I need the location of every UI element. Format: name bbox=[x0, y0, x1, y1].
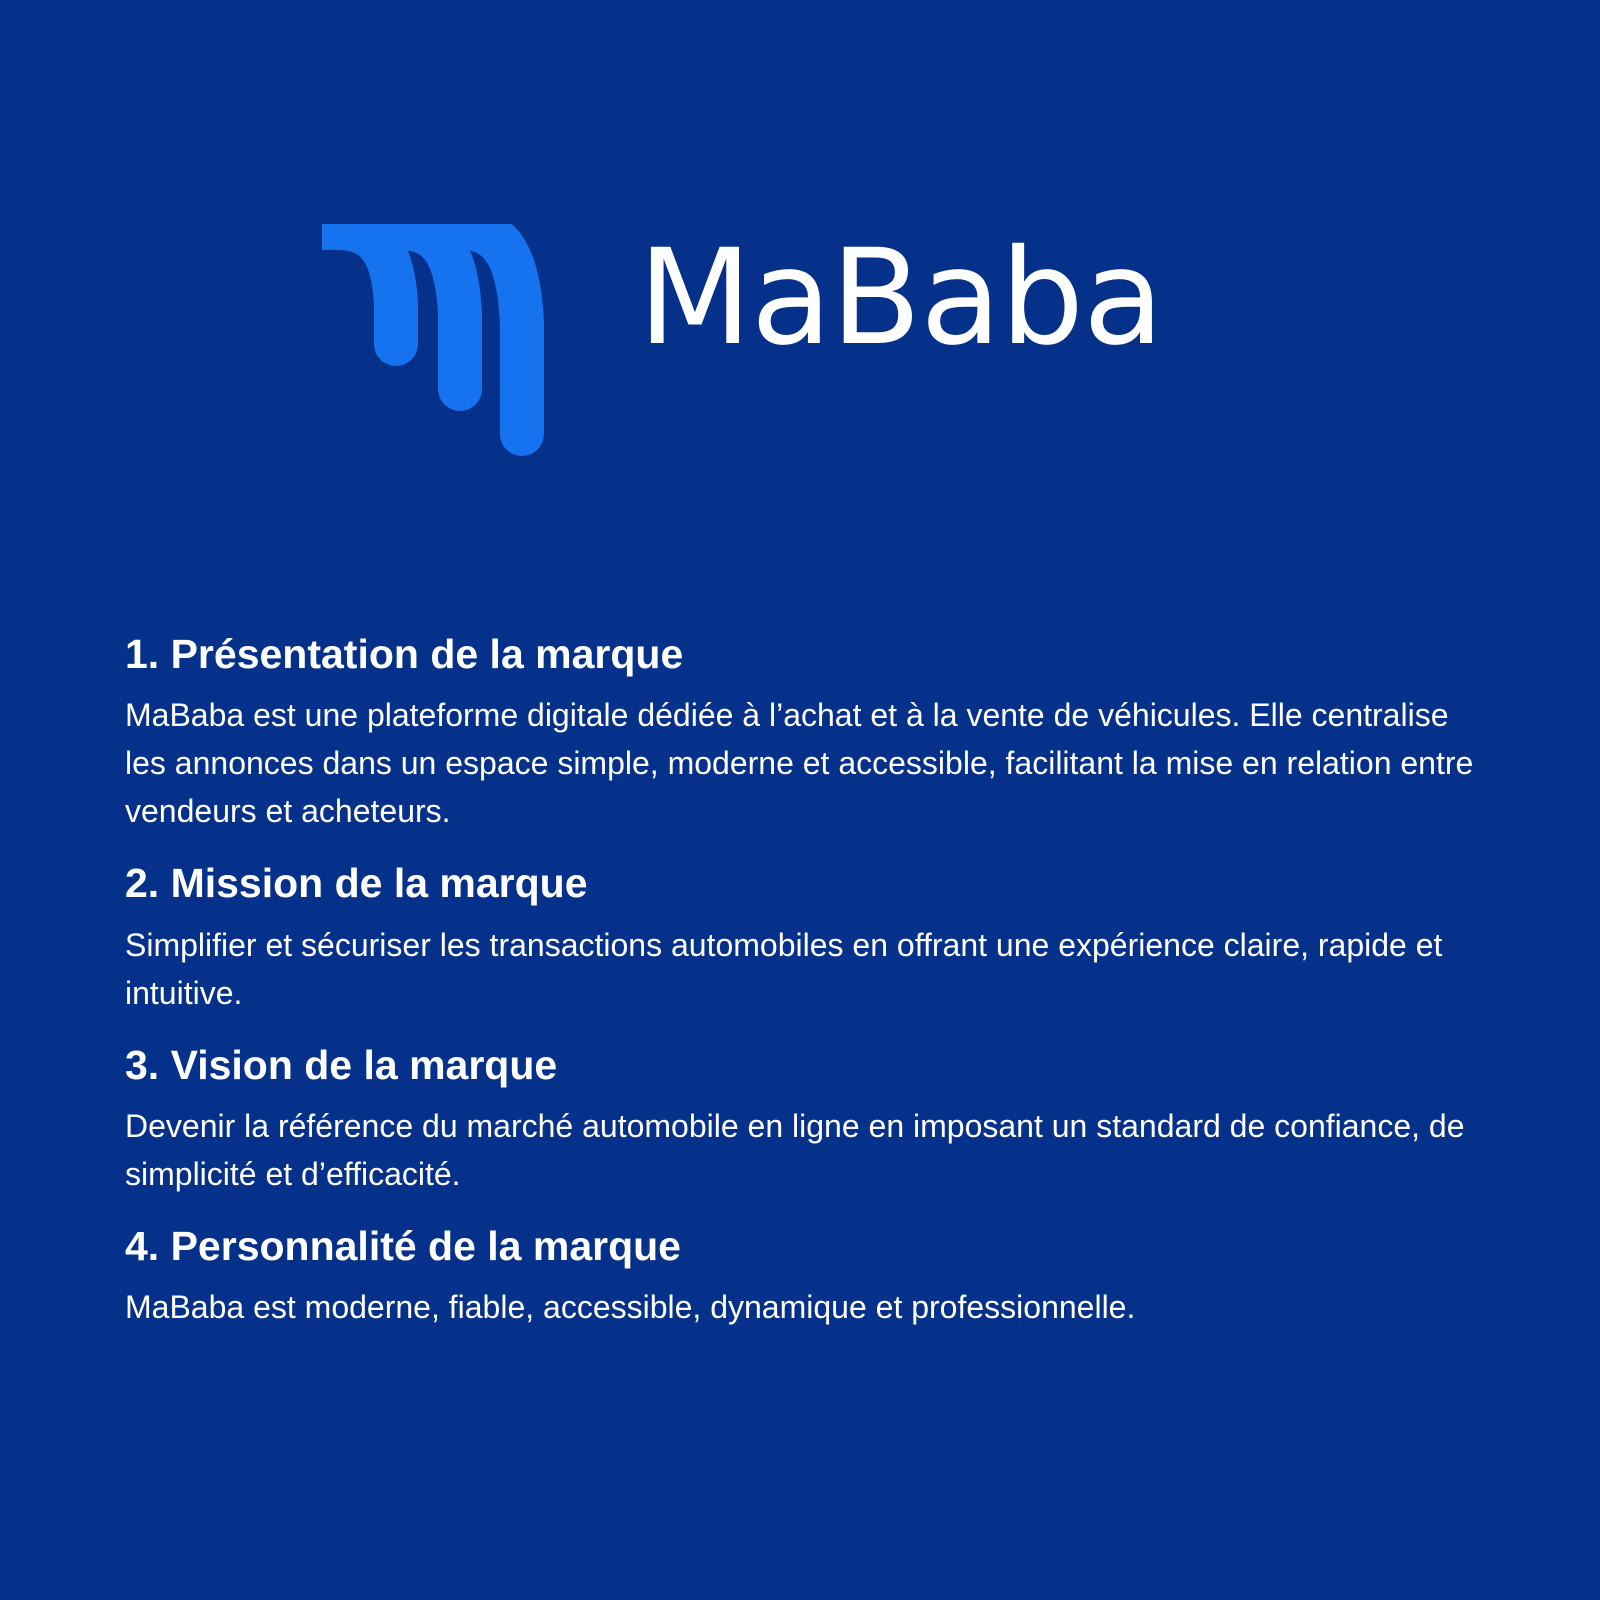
section-title: 3. Vision de la marque bbox=[125, 1041, 558, 1088]
brand-content bbox=[125, 628, 1480, 1353]
section-presentation bbox=[125, 628, 1480, 835]
brand-logo bbox=[322, 221, 1282, 469]
brand-name: MaBaba bbox=[638, 221, 1163, 375]
section-body: MaBaba est une plateforme digitale dédiée à l’achat et à la vente de véhicules. Elle centralise les annonces dans un espace simple, moderne et accessible, facilitant la mise en relation entre vendeurs et acheteurs. bbox=[125, 697, 1474, 830]
section-body: Devenir la référence du marché automobile en ligne en imposant un standard de confiance, de simplicité et d’efficacité. bbox=[125, 1107, 1465, 1192]
tri-curve-stripes-icon bbox=[322, 224, 582, 469]
section-body: MaBaba est moderne, fiable, accessible, dynamique et professionnelle. bbox=[125, 1289, 1136, 1326]
section-title: 1. Présentation de la marque bbox=[125, 631, 684, 677]
section-personality bbox=[125, 1220, 1480, 1331]
section-mission bbox=[125, 857, 1480, 1016]
section-title: 2. Mission de la marque bbox=[125, 860, 588, 907]
section-body: Simplifier et sécuriser les transactions automobiles en offrant une expérience claire, rapide et intuitive. bbox=[125, 926, 1443, 1011]
section-vision bbox=[125, 1039, 1480, 1198]
section-title: 4. Personnalité de la marque bbox=[125, 1222, 681, 1269]
